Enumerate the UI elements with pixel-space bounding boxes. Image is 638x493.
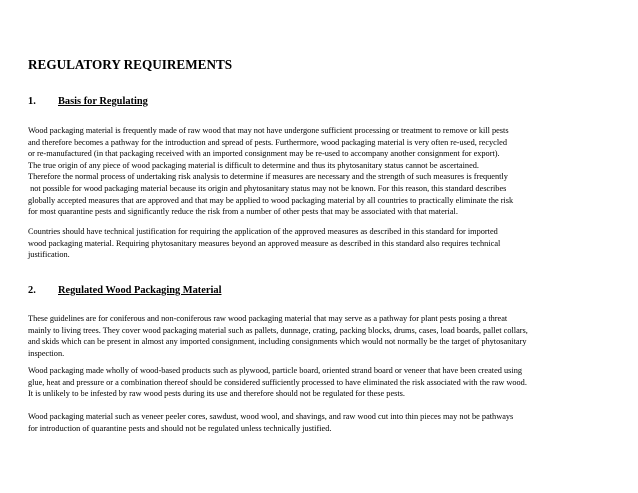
document-title: REGULATORY REQUIREMENTS: [28, 57, 233, 72]
paragraph-line: and therefore becomes a pathway for the introduction and spread of pests. Furthermore, wood packaging material is very often re-used, recycled: [28, 137, 507, 147]
paragraph-line: Wood packaging made wholly of wood-based products such as plywood, particle board, oriented strand board or veneer that have been created using: [28, 366, 522, 375]
paragraph-line: Wood packaging material such as veneer peeler cores, sawdust, wood wool, and shavings, and raw wood cut into thin pieces may not be pathways: [28, 412, 514, 421]
section-2-paragraph-2: [28, 365, 527, 400]
section-1-heading: [28, 96, 148, 107]
section-2-heading: [28, 285, 221, 296]
paragraph-line: for introduction of quarantine pests and should not be regulated unless technically justified.: [28, 423, 332, 433]
paragraph-line: wood packaging material. Requiring phytosanitary measures beyond an approved measure as described in this standard also requires technical: [28, 238, 501, 248]
paragraph-line: Countries should have technical justification for requiring the application of the approved measures as described in this standard for imported: [28, 227, 498, 236]
section-1-title: Basis for Regulating: [58, 96, 148, 107]
paragraph-line: and skids which can be present in almost any imported consignment, including consignments which would not normally be the target of phytosanitary: [28, 337, 527, 347]
section-1-number: 1.: [28, 96, 36, 107]
paragraph-line: globally accepted measures that are approved and that may be applied to wood packaging material by all countries to practically eliminate the risk: [28, 195, 514, 205]
paragraph-line: not possible for wood packaging material because its origin and phytosanitary status may not be known. For this reason, this standard describes: [28, 183, 507, 193]
paragraph-line: justification.: [28, 250, 70, 260]
paragraph-line: The true origin of any piece of wood packaging material is difficult to determine and thus its phytosanitary status cannot be ascertained.: [28, 160, 479, 170]
paragraph-line: Therefore the normal process of undertaking risk analysis to determine if measures are necessary and the strength of such measures is frequently: [28, 172, 508, 182]
paragraph-line: for most quarantine pests and significantly reduce the risk from a number of other pests that may be associated with that material.: [28, 207, 458, 217]
section-2-paragraph-1: [28, 313, 528, 359]
section-2-paragraph-3: [28, 411, 513, 434]
paragraph-line: glue, heat and pressure or a combination thereof should be considered sufficiently processed to have eliminated the risk associated with the raw wood.: [28, 377, 527, 387]
paragraph-line: These guidelines are for coniferous and non-coniferous raw wood packaging material that may serve as a pathway for plant pests posing a threat: [28, 314, 508, 323]
paragraph-line: It is unlikely to be infested by raw wood pests during its use and therefore should not be regulated for these pests.: [28, 389, 405, 399]
paragraph-line: inspection.: [28, 348, 65, 358]
section-1-paragraph-1: [28, 125, 513, 218]
paragraph-line: mainly to living trees. They cover wood packaging material such as pallets, dunnage, crating, packing blocks, drums, cases, load boards, pallet collars,: [28, 325, 528, 335]
section-2-number: 2.: [28, 285, 36, 296]
paragraph-line: Wood packaging material is frequently made of raw wood that may not have undergone sufficient processing or treatment to remove or kill pests: [28, 126, 509, 135]
section-2-title: Regulated Wood Packaging Material: [58, 285, 222, 296]
section-1-paragraph-2: [28, 226, 500, 261]
paragraph-line: or re-manufactured (in that packaging received with an imported consignment may be re-used to accompany another consignment for export).: [28, 149, 500, 159]
